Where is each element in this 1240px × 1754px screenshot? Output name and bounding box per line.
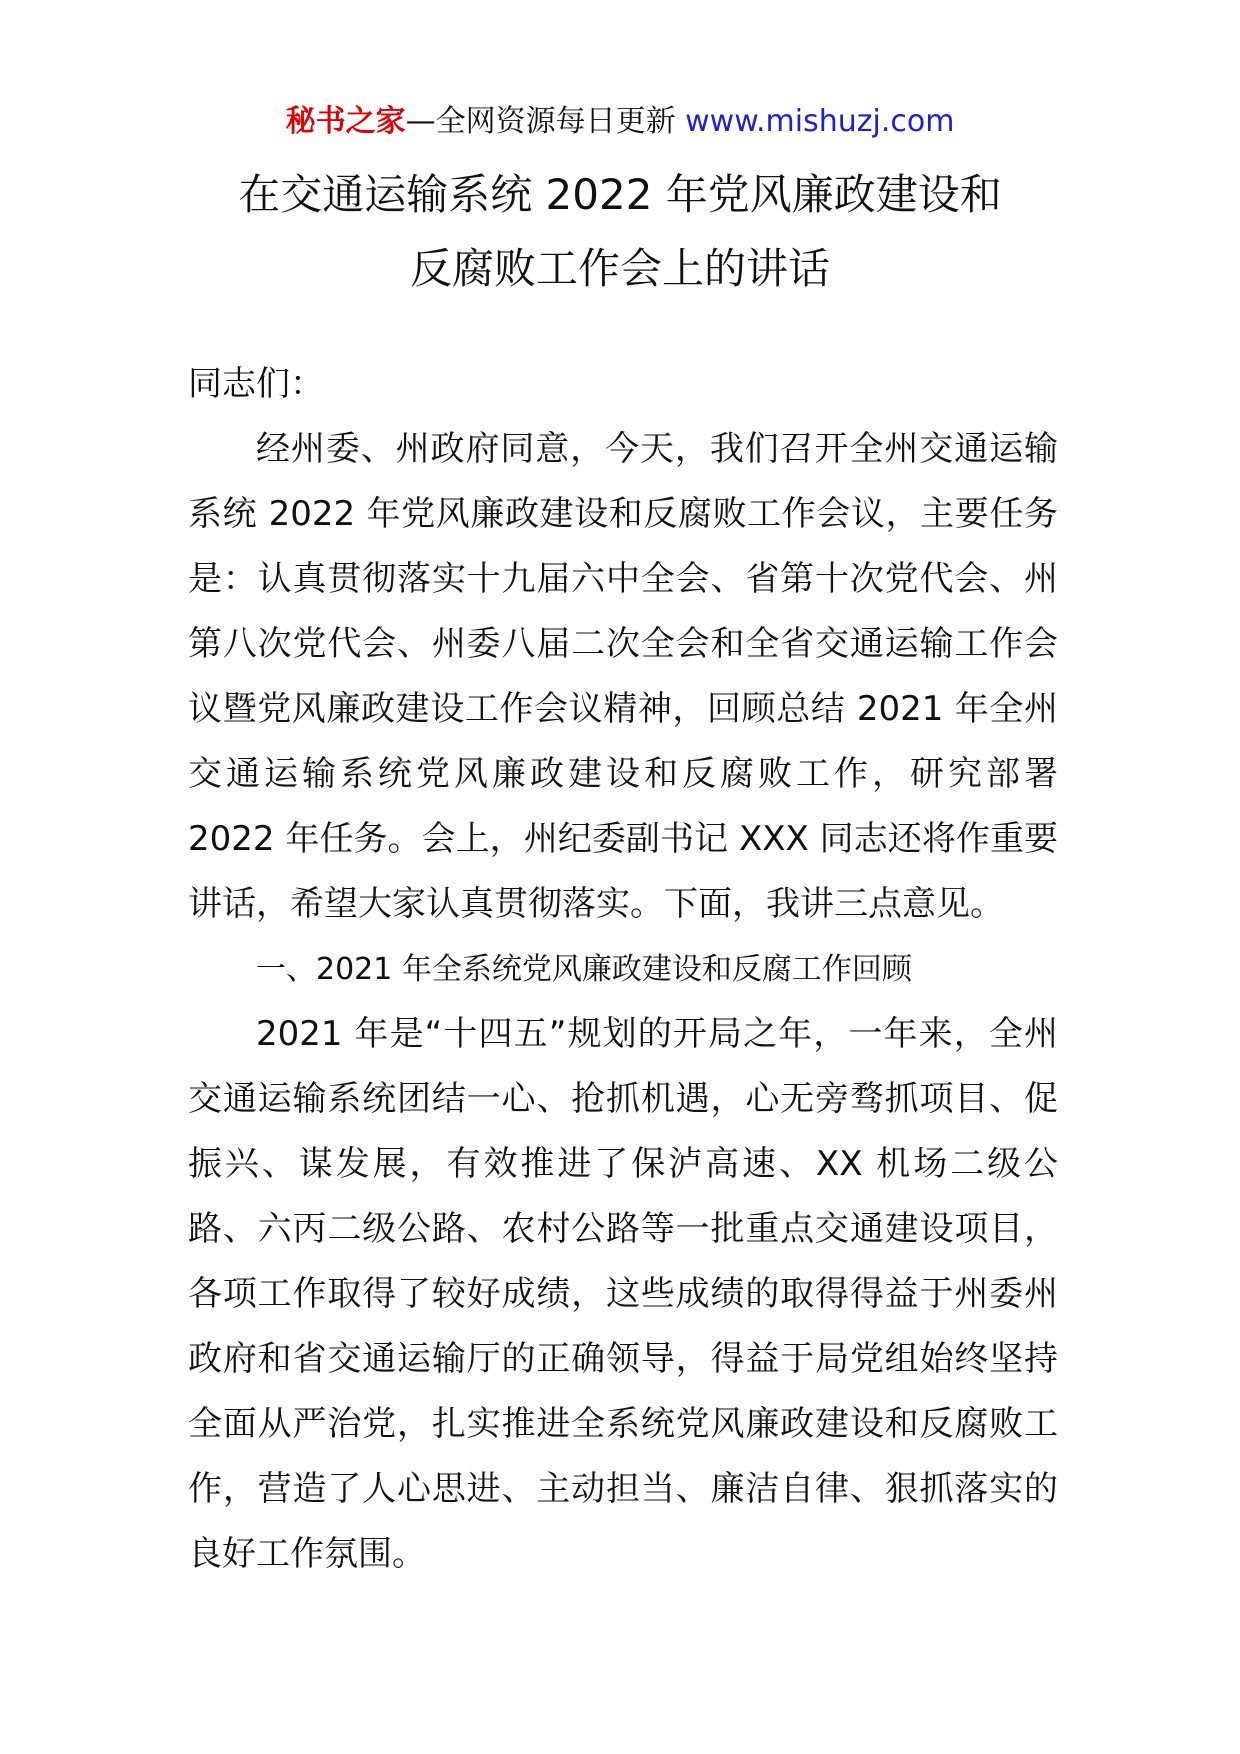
brand-name: 秘书之家: [285, 104, 406, 139]
paragraph-intro: 经州委、州政府同意，今天，我们召开全州交通运输系统 2022 年党风廉政建设和反腐败工作会议，主要任务是：认真贯彻落实十九届六中全会、省第十次党代会、州第八次党代会、州委八届二次全会和全省交通运输工作会议暨党风廉政建设工作会议精神，回顾总结 2021 年全州交通运输系统党风廉政建设和反腐败工作，研究部署 2022 年任务。会上，州纪委副书记 XXX 同志还将作重要讲话，希望大家认真贯彻落实。下面，我讲三点意见。: [188, 429, 1058, 924]
paragraph-review: 2021 年是“十四五”规划的开局之年，一年来，全州交通运输系统团结一心、抢抓机遇，心无旁骛抓项目、促振兴、谋发展，有效推进了保泸高速、XX 机场二级公路、六丙二级公路、农村公路等一批重点交通建设项目，各项工作取得了较好成绩，这些成绩的取得得益于州委州政府和省交通运输厅的正确领导，得益于局党组始终坚持全面从严治党，扎实推进全系统党风廉政建设和反腐败工作，营造了人心思进、主动担当、廉洁自律、狠抓落实的良好工作氛围。: [188, 1014, 1058, 1574]
document-body: [188, 352, 1058, 1587]
header-tagline: —全网资源每日更新: [405, 104, 686, 139]
site-header: [0, 102, 1240, 142]
document-title: [0, 158, 1240, 306]
site-url-link[interactable]: www.mishuzj.com: [685, 104, 955, 139]
section-heading-1: 一、2021 年全系统党风廉政建设和反腐工作回顾: [256, 952, 912, 987]
salutation: 同志们：: [188, 364, 324, 404]
title-line-2: 反腐败工作会上的讲话: [409, 244, 830, 293]
title-line-1: 在交通运输系统 2022 年党风廉政建设和: [238, 170, 1002, 219]
